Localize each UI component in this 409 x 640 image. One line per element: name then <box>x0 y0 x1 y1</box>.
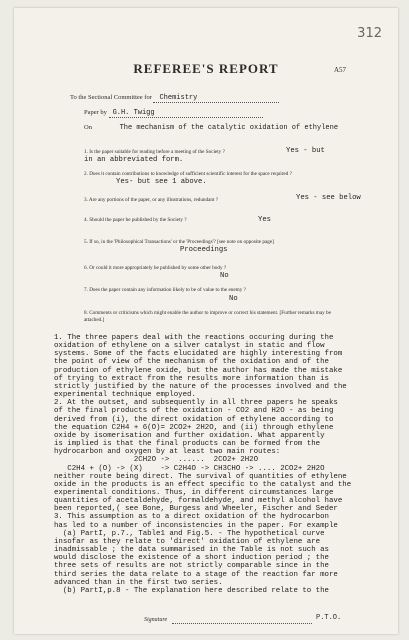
signature-line <box>172 623 312 624</box>
report-line: experimental technique employed. <box>54 391 196 400</box>
report-line: oxide by isomerisation and further oxidation. What apparently <box>54 431 325 440</box>
answer-6: No <box>220 272 229 280</box>
report-line: strictly justified by the nature of the processes involved and the <box>54 382 347 391</box>
answer-5: Proceedings <box>180 246 228 254</box>
question-5: 5. If so, in the 'Philosophical Transactions' or the 'Proceedings'? [see note on opposite page] <box>84 239 274 245</box>
report-line: production of ethylene oxide, but the author has made the mistake <box>54 366 343 375</box>
report-line: systems. Some of the facts elucidated are highly interesting from <box>54 350 343 359</box>
question-8: 8. Comments or criticisms which might enable the author to improve or correct his statement. [Further remarks may be attached.] <box>84 310 331 323</box>
report-line: C2H4 + (O) -> (X) -> C2H4O -> CH3CHO -> .... 2CO2+ 2H2O <box>54 464 325 473</box>
report-line: inadmissable ; the data summarised in the Table is not such as <box>54 546 329 555</box>
report-line: advanced than in the first two series. <box>54 578 223 587</box>
report-line: is implied is that the final products can be formed from the <box>54 440 321 449</box>
report-line: oxidation of ethylene on a silver catalyst in static and flow <box>54 342 325 351</box>
report-line: the equation C2H4 + 6(O)= 2CO2+ 2H2O, and (ii) through ethylene <box>54 423 334 432</box>
committee-row <box>70 94 279 103</box>
committee-value: Chemistry <box>153 94 279 103</box>
report-line: quantities of acetaldehyde, formaldehyde, and methyl alcohol have <box>54 497 343 506</box>
report-line: been reported,( see Bone, Burgess and Wheeler, Fischer and Seder <box>54 505 338 514</box>
report-line: hydrocarbon and oxygen by at least two main routes: <box>54 448 281 457</box>
signature-label: Signature <box>144 617 168 623</box>
answer-4: Yes <box>258 216 271 224</box>
reference-code: A57 <box>333 66 346 74</box>
report-line: 3. This assumption as to a direct oxidation of the hydrocarbon <box>54 513 329 522</box>
question-7: 7. Does the paper contain any information likely to be of value to the enemy ? <box>84 287 246 293</box>
question-1: 1. Is the paper suitable for reading before a meeting of the Society ? <box>84 149 225 155</box>
paper-by-value: G.H. Twigg <box>109 109 263 118</box>
answer-7: No <box>229 295 238 303</box>
answer-1: Yes - but <box>286 147 325 155</box>
on-value: The mechanism of the catalytic oxidation of ethylene <box>119 124 339 132</box>
report-line: of the final products of the oxidation - CO2 and H2O - as being <box>54 407 334 416</box>
question-6: 6. Or could it more appropriately be published by some other body ? <box>84 265 227 271</box>
committee-label: To the Sectional Committee for <box>70 94 152 101</box>
on-label: On <box>84 124 92 131</box>
report-line: derived from (i), the direct oxidation of ethylene according to <box>54 415 334 424</box>
report-line: three sets of results are not strictly comparable since in the <box>54 562 329 571</box>
report-line: the point of view of the mechanism of the oxidation and of the <box>54 358 329 367</box>
report-line: third series the data relate to a stage of the reaction far more <box>54 570 338 579</box>
sheet-number: 312 <box>357 26 382 41</box>
page-title: REFEREE'S REPORT <box>133 61 279 76</box>
report-line: (a) PartI, p.7., Table1 and Fig.5. - The hypothetical curve <box>54 529 325 538</box>
answer-1-cont: in an abbreviated form. <box>84 156 184 164</box>
report-line: insofar as they relate to 'direct' oxidation of ethylene are <box>54 537 321 546</box>
question-4: 4. Should the paper be published by the Society ? <box>84 217 187 223</box>
report-line: experimental conditions. Thus, in different circumstances large <box>54 488 334 497</box>
paper-by-label: Paper by <box>84 109 107 116</box>
signature-value: P.T.O. <box>316 614 342 622</box>
report-line: 2CH2O -> ...... 2CO2+ 2H2O <box>54 456 259 465</box>
answer-2: Yes- but see 1 above. <box>116 178 207 186</box>
report-line: 2. At the outset, and subsequently in all three papers he speaks <box>54 399 338 408</box>
report-sheet <box>14 8 398 634</box>
report-line: 1. The three papers deal with the reactions occuring during the <box>54 334 334 342</box>
report-body <box>54 334 394 595</box>
question-3: 3. Are any portions of the paper, or any illustrations, redundant ? <box>84 197 219 203</box>
report-line: neither route being direct. The survival of quantities of ethylene <box>54 472 347 481</box>
report-line: of trying to extract from the results more information than is <box>54 374 329 383</box>
question-2: 2. Does it contain contributions to knowledge of sufficient scientific interest for the space required ? <box>84 171 292 177</box>
paper-by-row <box>84 109 263 118</box>
on-row <box>84 124 338 132</box>
report-line: has led to a number of inconsistencies in the paper. For example <box>54 521 338 530</box>
answer-3: Yes - see below <box>296 194 361 202</box>
report-line: (b) PartI,p.8 - The explanation here described relate to the <box>54 586 329 595</box>
report-line: would disclose the existence of a short induction period ; the <box>54 554 329 563</box>
report-line: oxide in the products is an effect specific to the catalyst and the <box>54 480 352 489</box>
